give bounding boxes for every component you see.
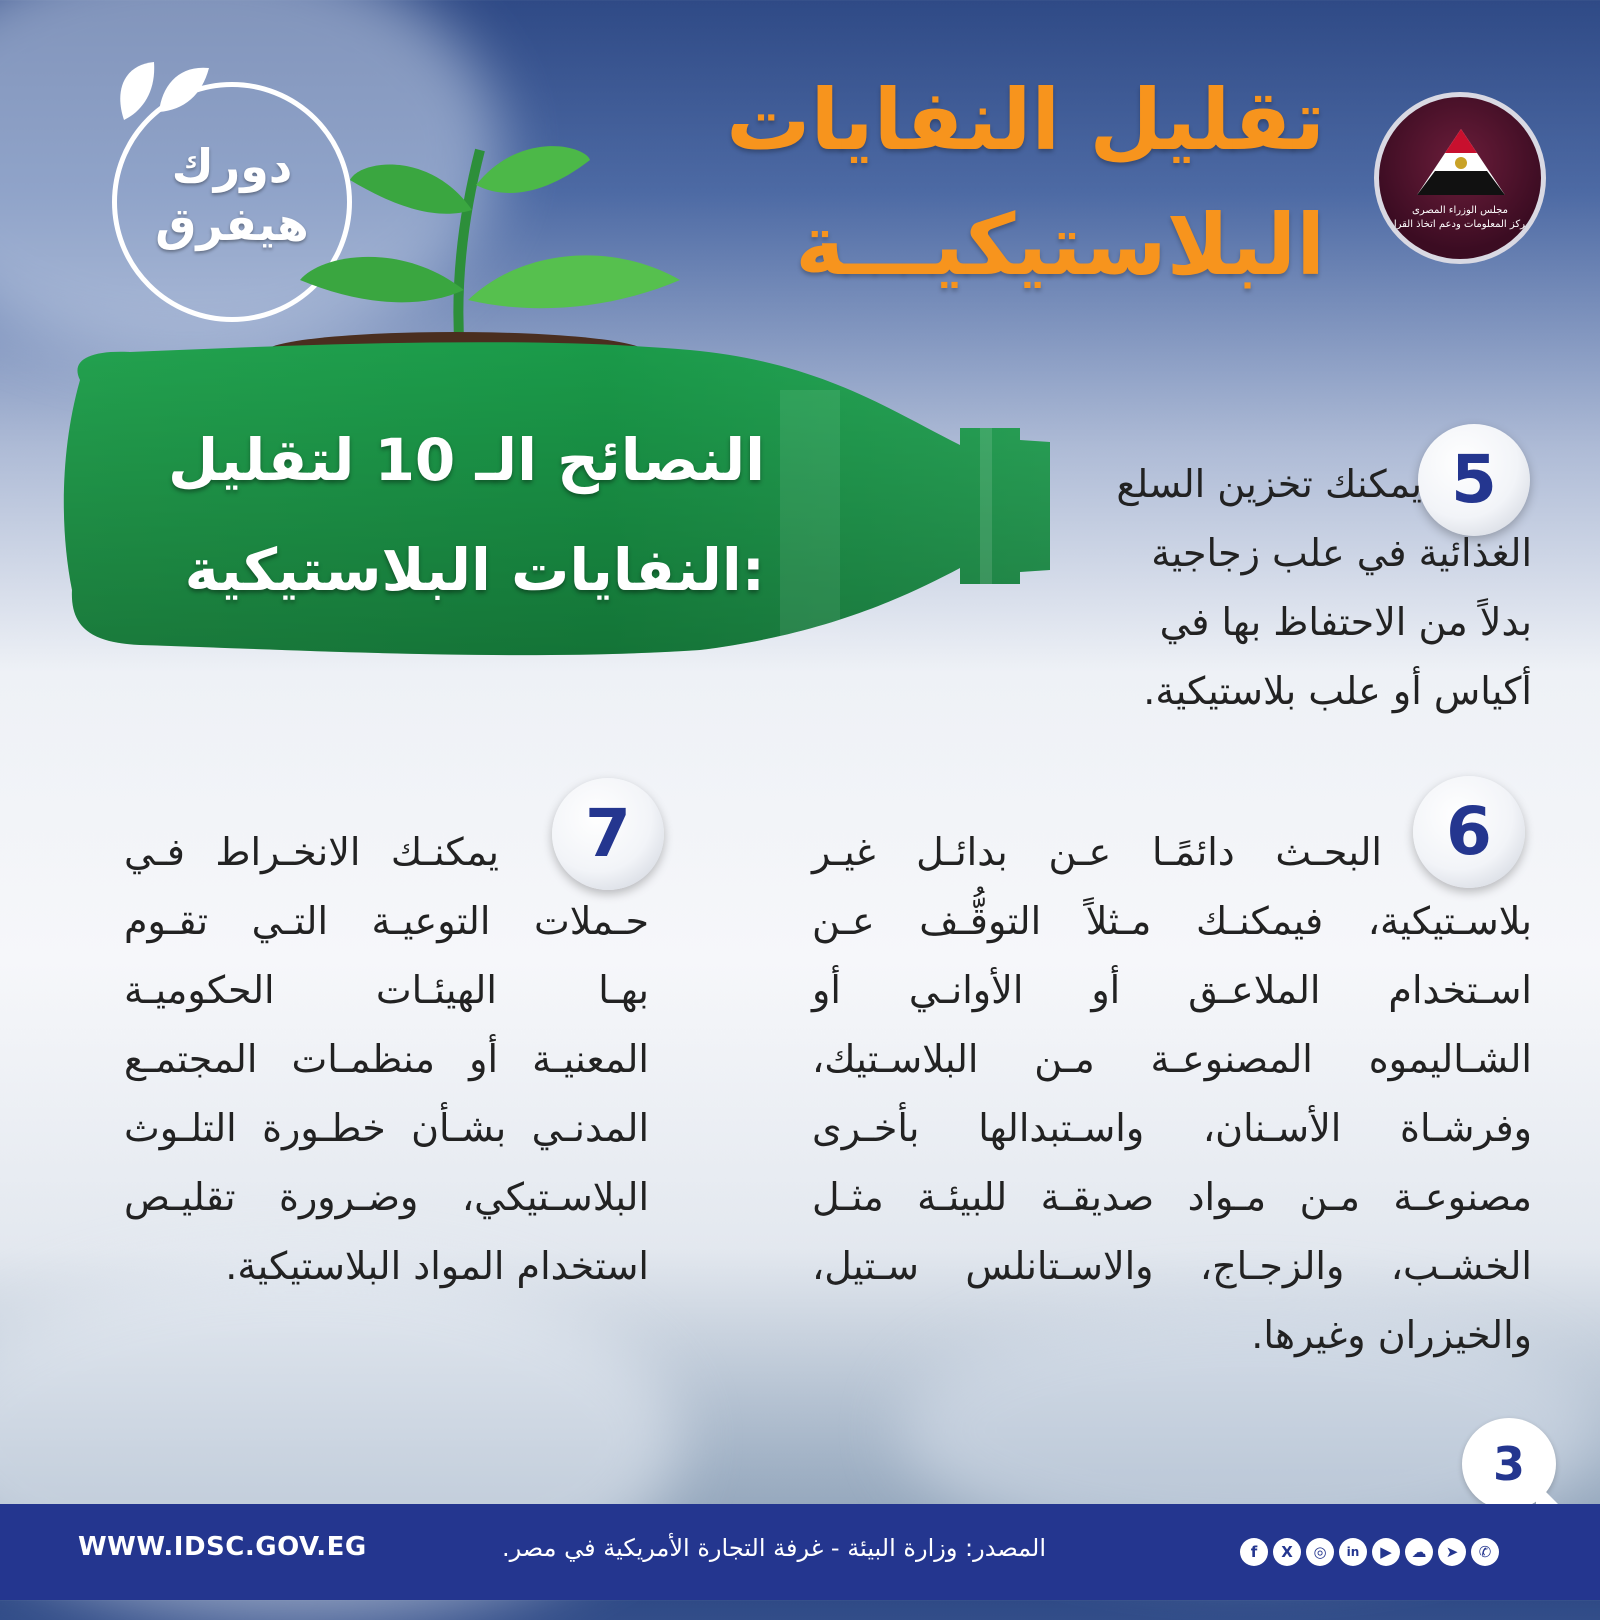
tip-line: وفرشـاة الأسـنان، واسـتبدالها بأخـرى xyxy=(812,1106,1532,1150)
telegram-icon[interactable]: ➤ xyxy=(1438,1538,1466,1566)
website-link[interactable]: WWW.IDSC.GOV.EG xyxy=(78,1532,367,1562)
tip-line: البلاسـتيكي، وضـرورة تقليـص xyxy=(124,1175,649,1219)
page-number: 3 xyxy=(1492,1437,1525,1491)
tip-line: المدنـي بشـأن خطـورة التلـوث xyxy=(124,1106,649,1150)
facebook-icon[interactable]: f xyxy=(1240,1538,1268,1566)
x-icon[interactable]: X xyxy=(1273,1538,1301,1566)
tip-number-7: 7 xyxy=(552,778,664,890)
social-icons xyxy=(1240,1538,1499,1566)
linkedin-icon[interactable]: in xyxy=(1339,1538,1367,1566)
tip-line: بدلاً من الاحتفاظ بها في xyxy=(1159,600,1532,644)
tip-line: الشـاليموه المصنوعـة مـن البلاسـتيك، xyxy=(812,1037,1532,1081)
tip-line: أكياس أو علب بلاستيكية. xyxy=(1143,669,1532,713)
soundcloud-icon[interactable]: ☁ xyxy=(1405,1538,1433,1566)
tip-line: مصنوعـة مـن مـواد صديقـة للبيئـة مثـل xyxy=(812,1175,1532,1219)
instagram-icon[interactable]: ◎ xyxy=(1306,1538,1334,1566)
tip-line: يمكنك تخزين السلع xyxy=(1116,462,1422,506)
tip-number-5: 5 xyxy=(1418,424,1530,536)
tip-line: بهـا الهيئـات الحكوميـة xyxy=(124,968,649,1012)
youtube-icon[interactable]: ▶ xyxy=(1372,1538,1400,1566)
brand-line-1: دورك xyxy=(171,139,293,193)
tip-line: اسـتخدام الملاعـق أو الأوانـي أو xyxy=(812,968,1532,1012)
tip-line: المعنيـة أو منظمـات المجتمـع xyxy=(124,1037,649,1081)
tip-line: الغذائية في علب زجاجية xyxy=(1151,531,1532,575)
logo-caption-1: مجلس الوزراء المصرى xyxy=(1412,205,1508,216)
tip-7-text xyxy=(124,818,649,1301)
tip-line: البحـث دائمًـا عـن بدائـل غيـر xyxy=(812,830,1382,874)
tip-line: الخشـب، والزجـاج، والاسـتانلس سـتيل، xyxy=(812,1244,1532,1288)
tip-6-text xyxy=(812,818,1532,1370)
tip-line: والخيزران وغيرها. xyxy=(1251,1313,1532,1357)
tip-number-6: 6 xyxy=(1413,776,1525,888)
tip-line: يمكنـك الانخـراط فـي xyxy=(124,830,499,874)
tip-line: استخدام المواد البلاستيكية. xyxy=(225,1244,649,1288)
tip-line: حـملات التوعيـة التـي تقـوم xyxy=(124,899,649,943)
tip-line: بلاسـتيكية، فيمكنـك مـثلاً التوقُّـف عـن xyxy=(812,899,1532,943)
source-text: المصدر: وزارة البيئة - غرفة التجارة الأمريكية في مصر. xyxy=(501,1534,1046,1562)
page-title-line-2: البلاستيكيـــة xyxy=(795,196,1325,294)
logo-caption-2: مركز المعلومات ودعم اتخاذ القرار xyxy=(1388,219,1532,230)
brand-line-2: هيفرق xyxy=(155,197,309,251)
phone-icon[interactable]: ✆ xyxy=(1471,1538,1499,1566)
page-title-line-1: تقليل النفايات xyxy=(726,71,1325,169)
tips-heading-line-1: النصائح الـ 10 لتقليل xyxy=(168,426,765,494)
tips-heading-line-2: النفايات البلاستيكية: xyxy=(184,536,765,604)
tip-5-text xyxy=(1012,450,1532,726)
